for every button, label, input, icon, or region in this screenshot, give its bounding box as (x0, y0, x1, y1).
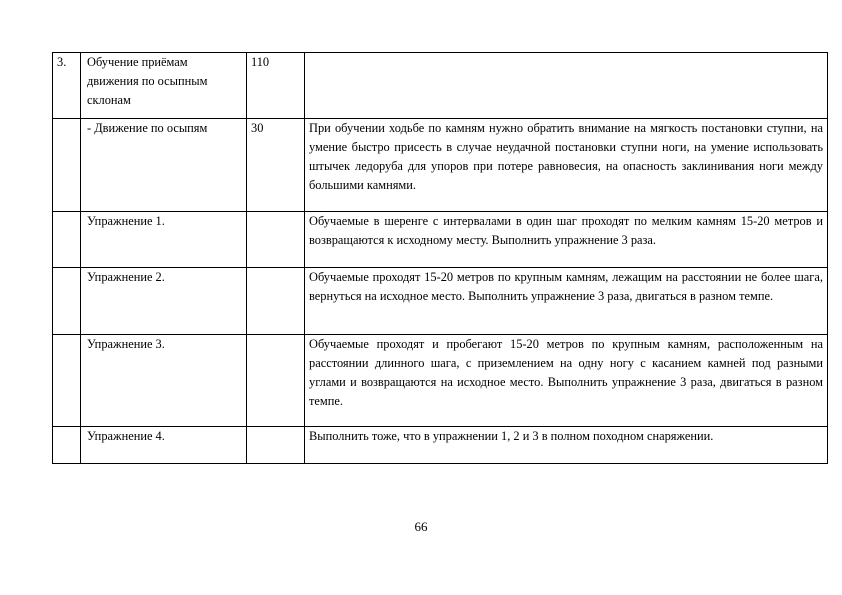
description-cell: Обучаемые проходят 15-20 метров по крупным камням, лежащим на расстоянии не более шага, вернуться на исходное место. Выполнить упражнение 3 раза, двигаться в разном темпе. (305, 268, 828, 335)
hours-cell (247, 268, 305, 335)
table-row (53, 53, 828, 119)
hours-cell: 30 (247, 119, 305, 212)
description-cell: Выполнить тоже, что в упражнении 1, 2 и 3 в полном походном снаряжении. (305, 427, 828, 464)
hours-cell (247, 427, 305, 464)
topic-cell: - Движение по осыпям (81, 119, 247, 212)
table-row (53, 119, 828, 212)
topic-cell: Упражнение 4. (81, 427, 247, 464)
description-cell: При обучении ходьбе по камням нужно обратить внимание на мягкость постановки ступни, на умение быстро присесть в случае неудачной постановки ступни ноги, на умение использовать штычек ледоруба для упоров при потере равновесия, на опасность заклинивания ноги между большими камнями. (305, 119, 828, 212)
description-cell: Обучаемые в шеренге с интервалами в один шаг проходят по мелким камням 15-20 метров и возвращаются к исходному месту. Выполнить упражнение 3 раза. (305, 212, 828, 268)
table-row (53, 212, 828, 268)
training-table (52, 52, 828, 464)
table-row (53, 335, 828, 427)
row-number-cell (53, 427, 81, 464)
hours-cell: 110 (247, 53, 305, 119)
topic-cell: Упражнение 1. (81, 212, 247, 268)
row-number-cell (53, 335, 81, 427)
page-number: 66 (414, 519, 428, 534)
topic-cell: Упражнение 2. (81, 268, 247, 335)
topic-cell: Обучение приёмам движения по осыпным склонам (81, 53, 247, 119)
description-cell: Обучаемые проходят и пробегают 15-20 метров по крупным камням, расположенным на расстоянии длинного шага, с приземлением на одну ногу с касанием камней под разными углами и возвращаются на исходное место. Выполнить упражнение 3 раза, двигаться в разном темпе. (305, 335, 828, 427)
table-row (53, 268, 828, 335)
hours-cell (247, 212, 305, 268)
row-number-cell (53, 212, 81, 268)
row-number-cell (53, 268, 81, 335)
hours-cell (247, 335, 305, 427)
description-cell (305, 53, 828, 119)
row-number-cell (53, 119, 81, 212)
row-number-cell: 3. (53, 53, 81, 119)
table-row (53, 427, 828, 464)
topic-cell: Упражнение 3. (81, 335, 247, 427)
